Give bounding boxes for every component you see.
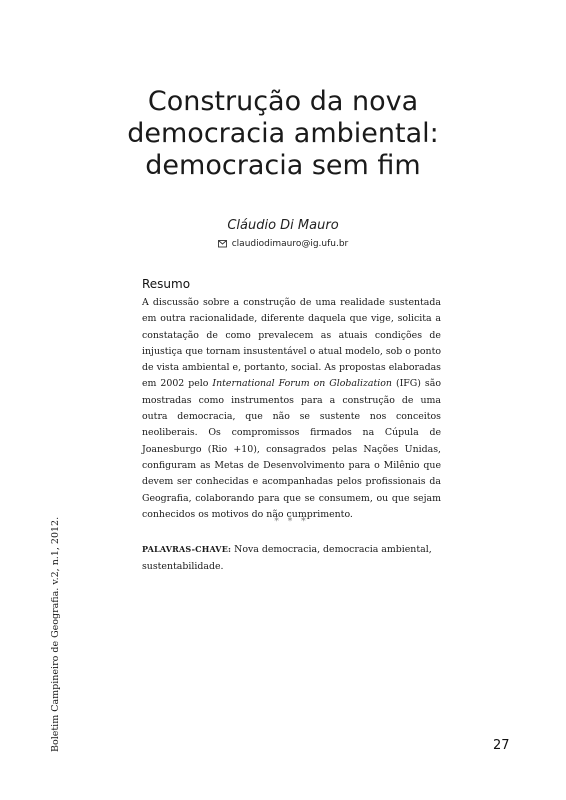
title-line-2: democracia ambiental: bbox=[127, 118, 439, 149]
author-name: Cláudio Di Mauro bbox=[227, 218, 339, 233]
abstract-heading: Resumo bbox=[142, 277, 191, 291]
page-number: 27 bbox=[493, 738, 510, 753]
journal-citation: Boletim Campineiro de Geografia. v.2, n.1, 2012. bbox=[50, 516, 61, 752]
author-contact bbox=[0, 239, 566, 249]
envelope-icon bbox=[218, 239, 228, 248]
abstract-italic-term: International Forum on Globalization bbox=[212, 378, 392, 390]
keywords bbox=[142, 541, 441, 575]
article-title bbox=[0, 86, 566, 182]
section-separator: * * * bbox=[274, 517, 309, 527]
abstract-part-2: (IFG) são mostradas como instrumentos para a construção de uma outra democracia, que não se sustente nos conceitos neoliberais. Os compromissos firmados na Cúpula de Joanesburgo (Rio +10), consagrados pelas Nações Unidas, configuram as Metas de Desenvolvimento para o Milênio que devem ser conhecidas e acompanhadas pelos profissionais da Geografia, colaborando para que se consumem, ou que sejam conhecidos os motivos do não cumprimento. bbox=[142, 378, 441, 520]
keywords-text: Nova democracia, democracia ambiental, sustentabilidade. bbox=[142, 544, 432, 572]
keywords-label: PALAVRAS-CHAVE: bbox=[142, 544, 232, 554]
author-email[interactable]: claudiodimauro@ig.ufu.br bbox=[231, 239, 349, 249]
title-line-3: democracia sem fim bbox=[145, 150, 421, 181]
title-line-1: Construção da nova bbox=[147, 86, 419, 117]
abstract-text bbox=[142, 295, 441, 523]
abstract-part-1: A discussão sobre a construção de uma realidade sustentada em outra racionalidade, diferente daquela que vige, solicita a constatação de como prevalecem as atuais condições de injustiça que tornam insustentável o atual modelo, sob o ponto de vista ambiental e, portanto, social. As propostas elaboradas em 2002 pelo bbox=[142, 297, 441, 390]
